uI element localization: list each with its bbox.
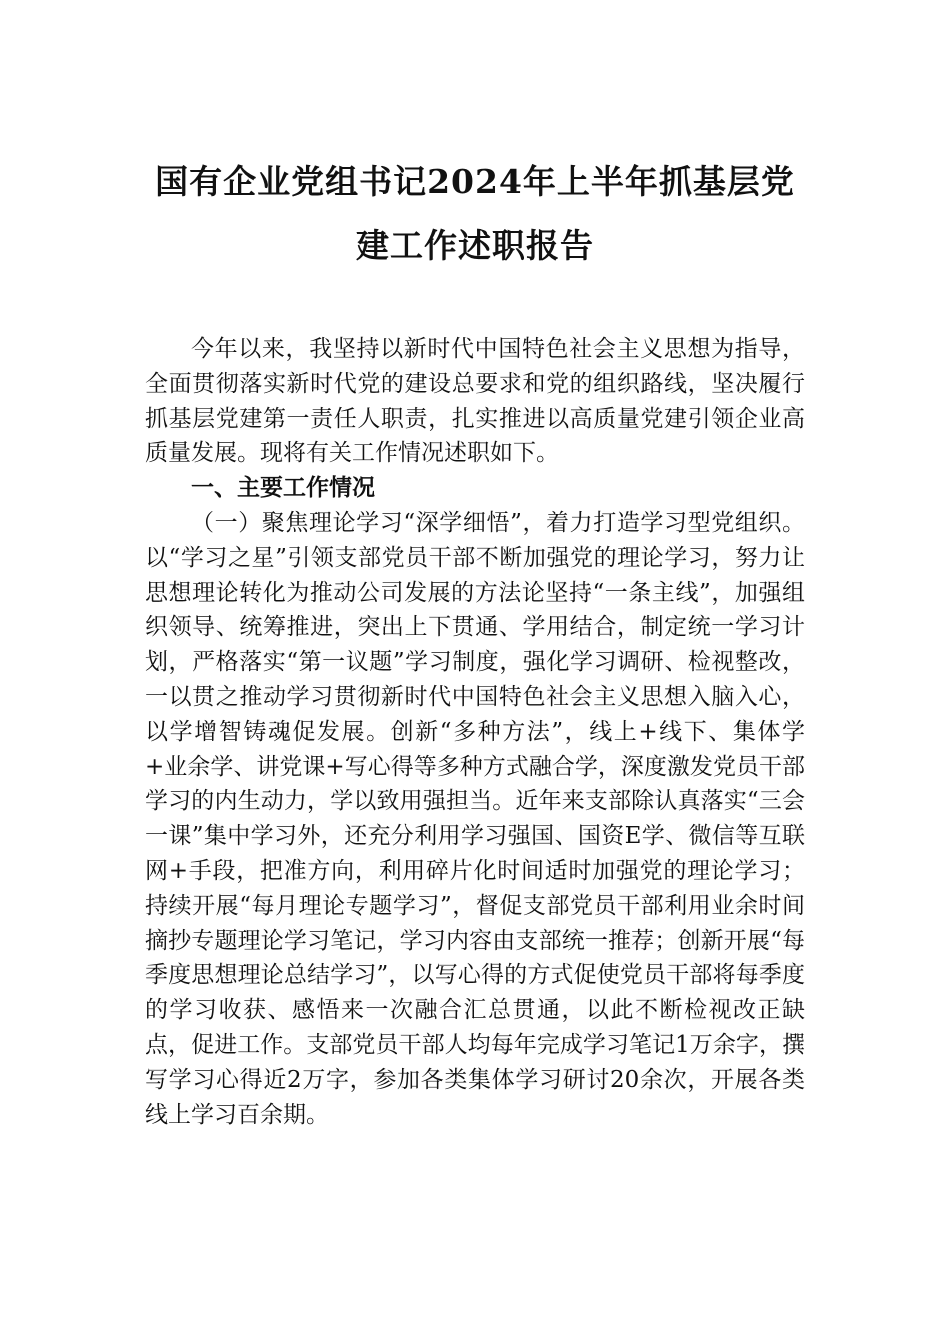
section-heading: 一、主要工作情况: [191, 475, 375, 502]
document-body: [145, 332, 805, 1132]
body-paragraph: （一）聚焦理论学习“深学细悟”，着力打造学习型党组织。以“学习之星”引领支部党员干部不断加强党的理论学习，努力让思想理论转化为推动公司发展的方法论坚持“一条主线”，加强组织领导、统筹推进，突出上下贯通、学用结合，制定统一学习计划，严格落实“第一议题”学习制度，强化学习调研、检视整改，一以贯之推动学习贯彻新时代中国特色社会主义思想入脑入心，以学增智铸魂促发展。创新“多种方法”，线上+线下、集体学+业余学、讲党课+写心得等多种方式融合学，深度激发党员干部学习的内生动力，学以致用强担当。近年来支部除认真落实“三会一课”集中学习外，还充分利用学习强国、国资E学、微信等互联网+手段，把准方向，利用碎片化时间适时加强党的理论学习；持续开展“每月理论专题学习”，督促支部党员干部利用业余时间摘抄专题理论学习笔记，学习内容由支部统一推荐；创新开展“每季度思想理论总结学习”，以写心得的方式促使党员干部将每季度的学习收获、感悟来一次融合汇总贯通，以此不断检视改正缺点，促进工作。支部党员干部人均每年完成学习笔记1万余字，撰写学习心得近2万字，参加各类集体学习研讨20余次，开展各类线上学习百余期。: [145, 509, 805, 1128]
title-line-1: 国有企业党组书记2024年上半年抓基层党: [155, 162, 795, 201]
title-line-2: 建工作述职报告: [356, 226, 594, 265]
document-title: [115, 150, 835, 278]
document-page: [145, 150, 805, 1132]
intro-paragraph: 今年以来，我坚持以新时代中国特色社会主义思想为指导，全面贯彻落实新时代党的建设总要求和党的组织路线，坚决履行抓基层党建第一责任人职责，扎实推进以高质量党建引领企业高质量发展。现将有关工作情况述职如下。: [145, 336, 805, 467]
